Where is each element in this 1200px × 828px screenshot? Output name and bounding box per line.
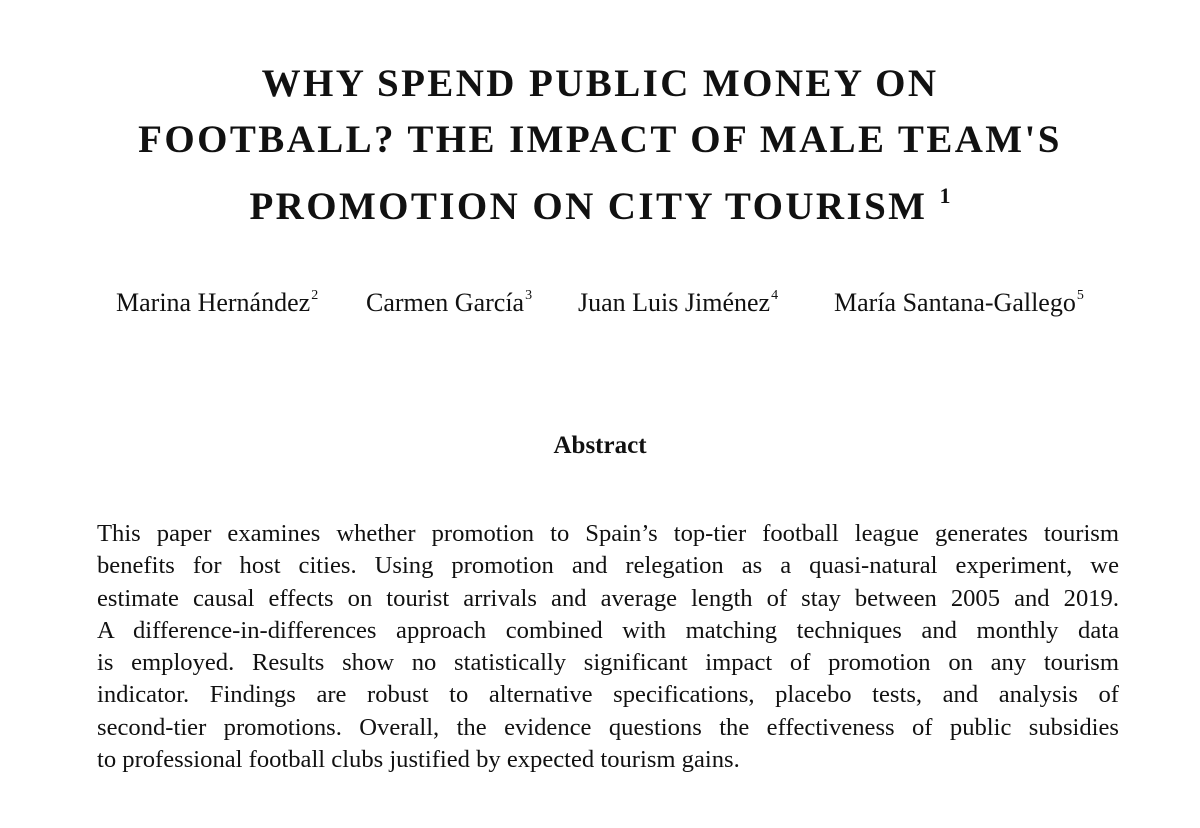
- author-name: Marina Hernández: [116, 288, 311, 317]
- author-footnote-marker: 3: [525, 288, 533, 303]
- author: [834, 278, 1084, 321]
- abstract-line: second-tier promotions. Overall, the evidence questions the effectiveness of public subsidies: [97, 713, 1119, 741]
- author: [366, 278, 532, 321]
- abstract-body: [97, 518, 1119, 776]
- abstract-line: estimate causal effects on tourist arrivals and average length of stay between 2005 and 2019.: [97, 584, 1119, 612]
- author-list: [0, 278, 1200, 317]
- author: [116, 278, 318, 321]
- title-line: WHY SPEND PUBLIC MONEY ON: [261, 62, 939, 105]
- abstract-line: benefits for host cities. Using promotion and relegation as a quasi-natural experiment, we: [97, 552, 1119, 580]
- title-line: FOOTBALL? THE IMPACT OF MALE TEAM'S: [138, 118, 1062, 161]
- abstract-line: A difference-in-differences approach combined with matching techniques and monthly data: [97, 616, 1119, 644]
- author-name: Carmen García: [366, 288, 525, 317]
- author: [578, 278, 778, 321]
- abstract-line: This paper examines whether promotion to Spain’s top-tier football league generates tourism: [97, 520, 1119, 547]
- author-footnote-marker: 4: [771, 288, 779, 303]
- abstract-line: indicator. Findings are robust to alternative specifications, placebo tests, and analysis of: [97, 681, 1119, 709]
- author-footnote-marker: 2: [311, 288, 319, 303]
- title-footnote-marker: 1: [939, 183, 951, 208]
- author-name: María Santana-Gallego: [834, 288, 1076, 317]
- author-footnote-marker: 5: [1076, 288, 1084, 303]
- paper-title: [60, 56, 1140, 235]
- abstract-line: to professional football clubs justified by expected tourism gains.: [97, 746, 740, 774]
- abstract-line: is employed. Results show no statistically significant impact of promotion on any tourism: [97, 649, 1119, 677]
- author-name: Juan Luis Jiménez: [578, 288, 771, 317]
- abstract-heading: Abstract: [553, 432, 647, 459]
- title-line: PROMOTION ON CITY TOURISM: [249, 185, 928, 228]
